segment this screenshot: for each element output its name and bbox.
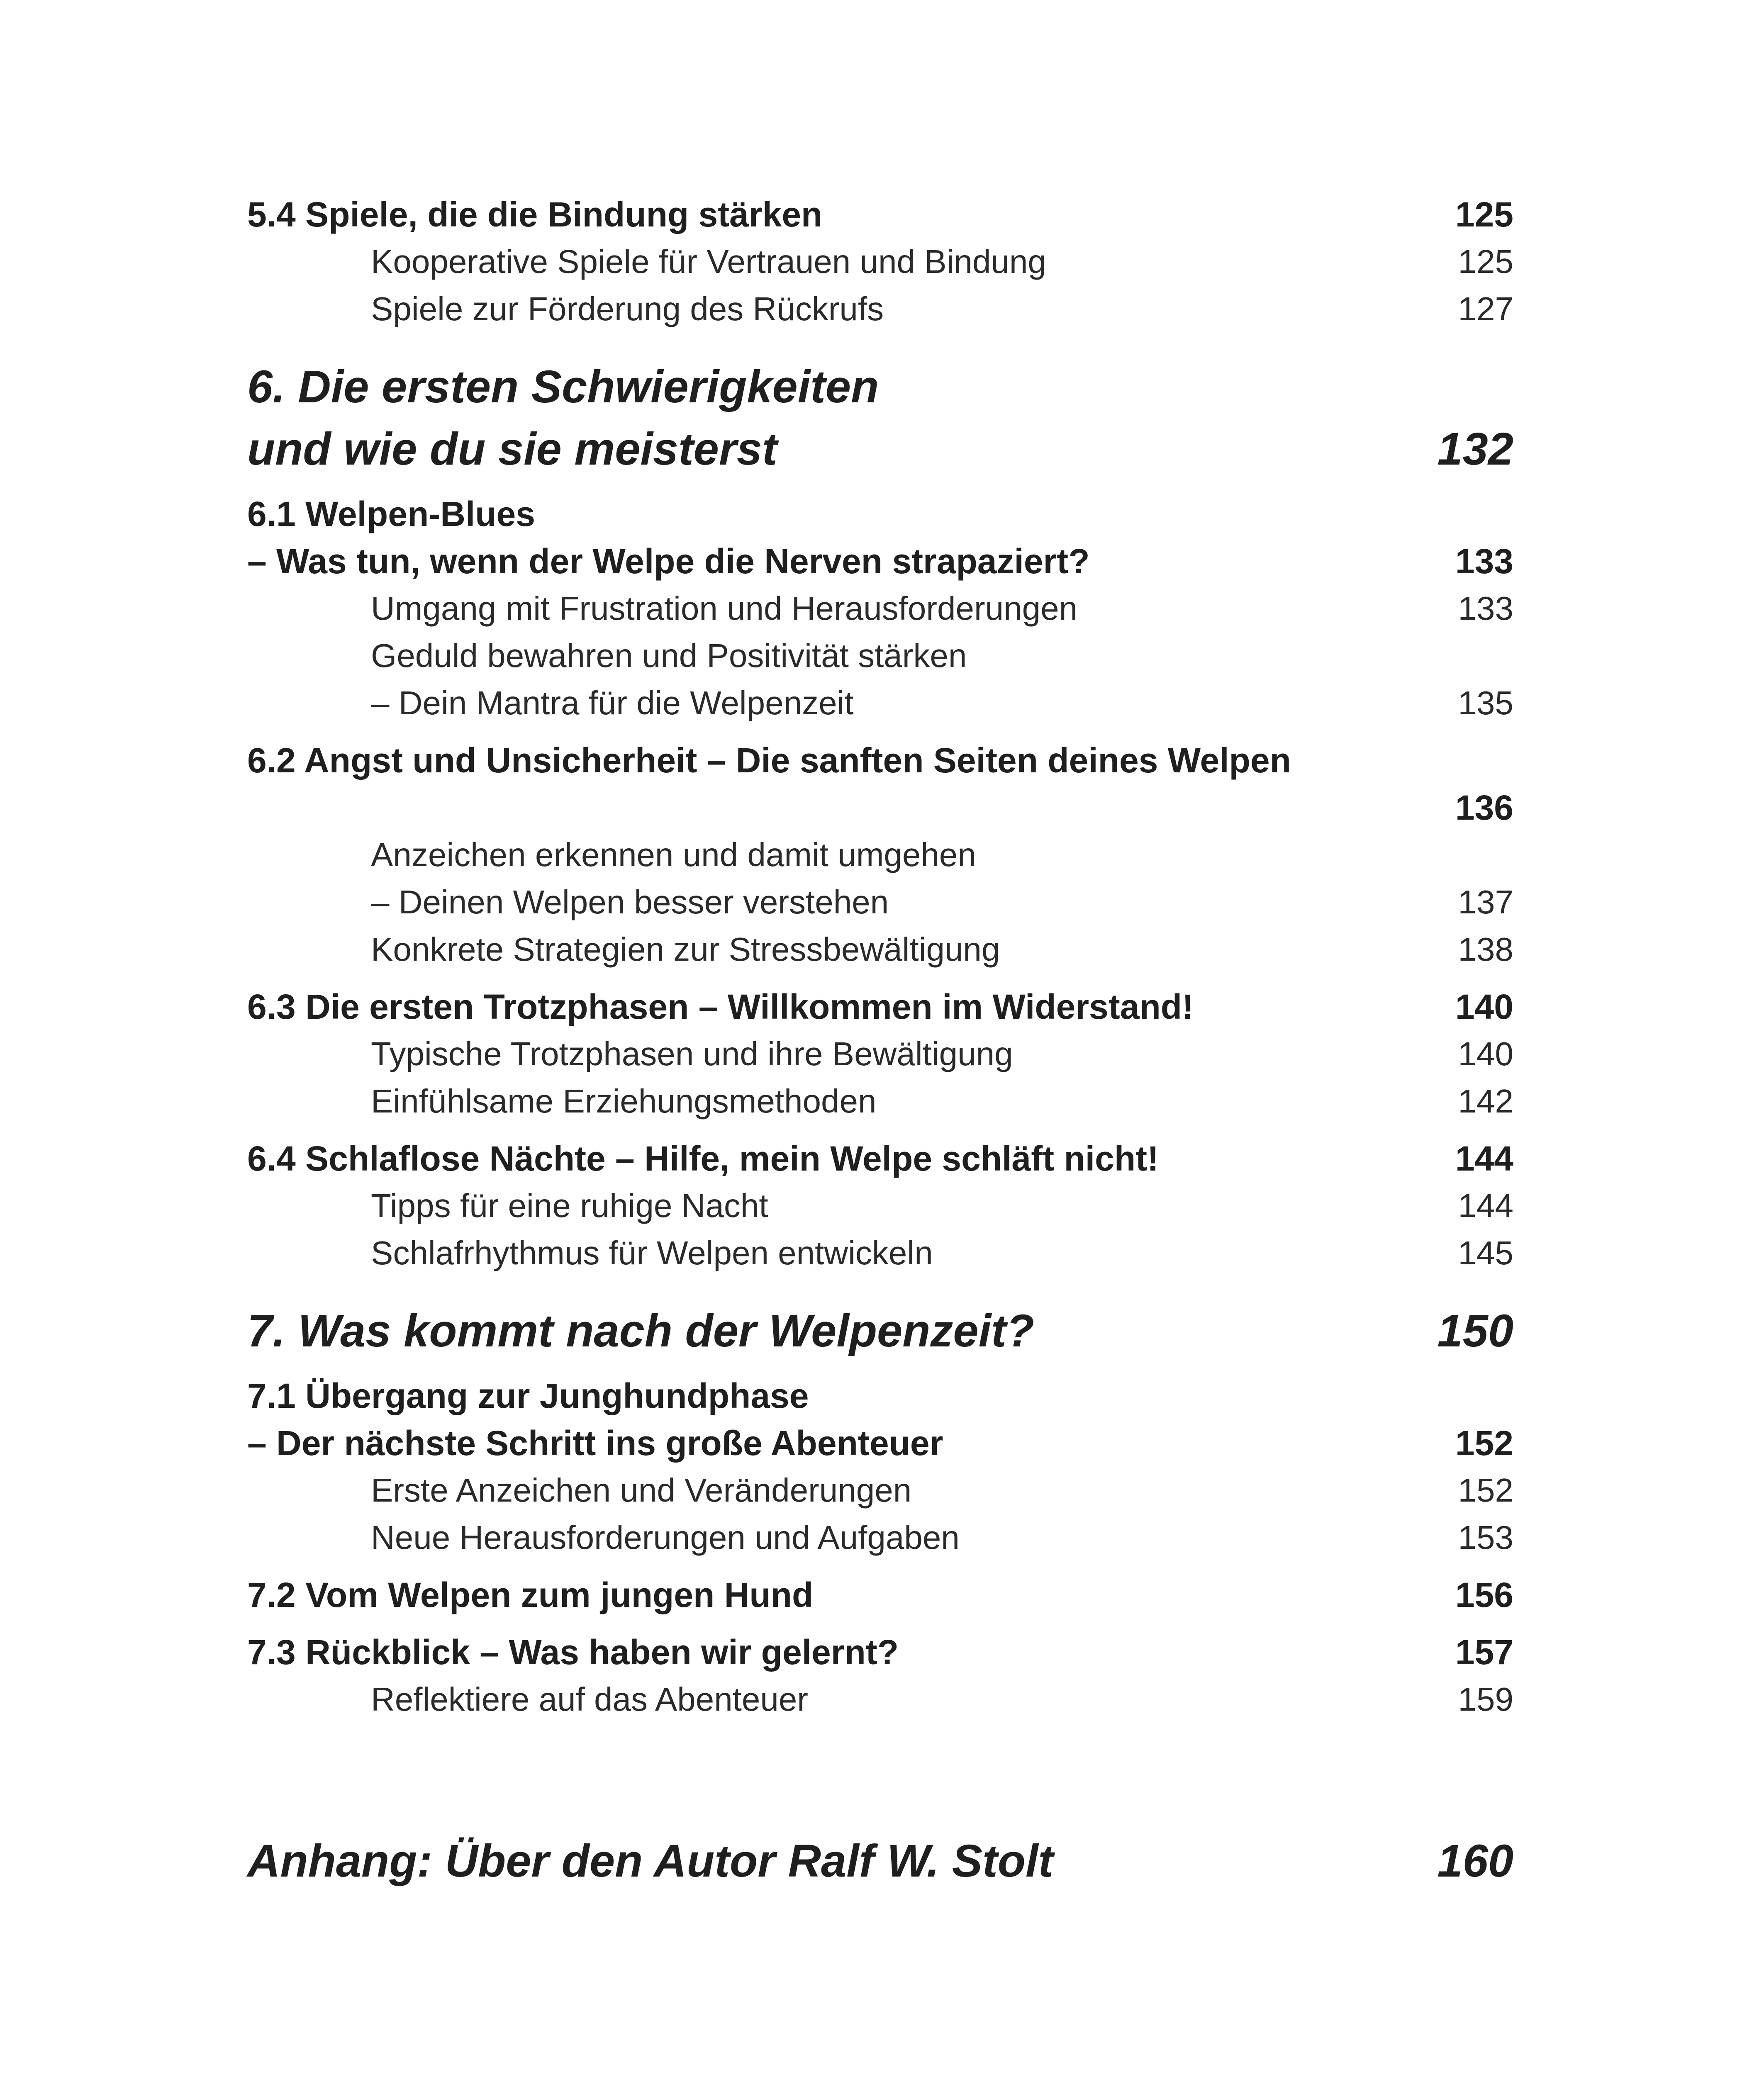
entry-title: 6.2 Angst und Unsicherheit – Die sanften Seiten deines Welpen bbox=[247, 741, 1291, 780]
toc-subentry[interactable] bbox=[247, 1467, 1513, 1514]
entry-page: 133 bbox=[1458, 590, 1513, 627]
toc-chapter-6[interactable] bbox=[247, 356, 1513, 480]
toc-entry-6-3[interactable] bbox=[247, 983, 1513, 1030]
entry-page: 137 bbox=[1458, 884, 1513, 920]
toc-subentry[interactable] bbox=[247, 285, 1513, 333]
toc-subentry[interactable] bbox=[247, 632, 1513, 727]
entry-title-line1: 6.1 Welpen-Blues bbox=[247, 494, 535, 533]
toc-entry-6-4[interactable] bbox=[247, 1135, 1513, 1182]
entry-page: 144 bbox=[1458, 1187, 1513, 1224]
toc-entry-7-2[interactable] bbox=[247, 1571, 1513, 1619]
entry-title: Spiele zur Förderung des Rückrufs bbox=[371, 290, 884, 327]
entry-title-line1: Anzeichen erkennen und damit umgehen bbox=[371, 836, 976, 873]
entry-title: Tipps für eine ruhige Nacht bbox=[371, 1187, 768, 1224]
entry-page: 136 bbox=[1455, 788, 1513, 827]
entry-title: Umgang mit Frustration und Herausforderungen bbox=[371, 590, 1078, 627]
entry-page: 144 bbox=[1455, 1139, 1513, 1178]
toc-chapter-7[interactable] bbox=[247, 1300, 1513, 1362]
entry-title: Erste Anzeichen und Veränderungen bbox=[371, 1472, 912, 1509]
entry-title-line2: – Dein Mantra für die Welpenzeit bbox=[371, 684, 854, 721]
appendix-title: Anhang: Über den Autor Ralf W. Stolt bbox=[247, 1835, 1054, 1887]
entry-page: 157 bbox=[1455, 1633, 1513, 1672]
entry-page: 127 bbox=[1458, 290, 1513, 327]
toc-subentry[interactable] bbox=[247, 585, 1513, 632]
chapter-page: 132 bbox=[1437, 424, 1513, 475]
toc-entry-7-1[interactable] bbox=[247, 1372, 1513, 1467]
toc-entry-6-1[interactable] bbox=[247, 490, 1513, 585]
entry-page: 152 bbox=[1458, 1472, 1513, 1509]
chapter-title-line1: 6. Die ersten Schwierigkeiten bbox=[247, 361, 879, 412]
entry-title: Reflektiere auf das Abenteuer bbox=[371, 1681, 809, 1718]
entry-title-line2: – Der nächste Schritt ins große Abenteuer bbox=[247, 1424, 943, 1463]
entry-title: Typische Trotzphasen und ihre Bewältigung bbox=[371, 1035, 1013, 1072]
chapter-title: 7. Was kommt nach der Welpenzeit? bbox=[247, 1305, 1034, 1356]
entry-page: 153 bbox=[1458, 1519, 1513, 1556]
entry-title-line1: Geduld bewahren und Positivität stärken bbox=[371, 637, 967, 674]
entry-page: 156 bbox=[1455, 1575, 1513, 1614]
chapter-page: 150 bbox=[1437, 1305, 1513, 1356]
entry-page: 133 bbox=[1455, 542, 1513, 581]
table-of-contents bbox=[247, 191, 1513, 1892]
toc-subentry[interactable] bbox=[247, 926, 1513, 973]
entry-title-line2: – Deinen Welpen besser verstehen bbox=[371, 884, 889, 920]
entry-title: 6.3 Die ersten Trotzphasen – Willkommen im Widerstand! bbox=[247, 987, 1194, 1026]
entry-title: 5.4 Spiele, die die Bindung stärken bbox=[247, 195, 823, 234]
toc-appendix[interactable] bbox=[247, 1830, 1513, 1892]
entry-page: 125 bbox=[1455, 195, 1513, 234]
entry-page: 140 bbox=[1458, 1035, 1513, 1072]
toc-subentry[interactable] bbox=[247, 1676, 1513, 1723]
toc-entry-7-3[interactable] bbox=[247, 1629, 1513, 1676]
entry-title: Schlafrhythmus für Welpen entwickeln bbox=[371, 1234, 933, 1271]
chapter-title-line2: und wie du sie meisterst bbox=[247, 424, 777, 475]
toc-entry-5-4[interactable] bbox=[247, 191, 1513, 238]
entry-title: Neue Herausforderungen und Aufgaben bbox=[371, 1519, 960, 1556]
entry-page: 145 bbox=[1458, 1234, 1513, 1271]
toc-subentry[interactable] bbox=[247, 831, 1513, 926]
toc-subentry[interactable] bbox=[247, 1078, 1513, 1125]
entry-page: 152 bbox=[1455, 1424, 1513, 1463]
appendix-page: 160 bbox=[1437, 1835, 1513, 1887]
entry-title: Einfühlsame Erziehungsmethoden bbox=[371, 1083, 877, 1120]
entry-title: Konkrete Strategien zur Stressbewältigung bbox=[371, 931, 1000, 968]
entry-page: 135 bbox=[1458, 684, 1513, 721]
toc-subentry[interactable] bbox=[247, 1030, 1513, 1078]
toc-subentry[interactable] bbox=[247, 1182, 1513, 1229]
entry-title-line1: 7.1 Übergang zur Junghundphase bbox=[247, 1376, 809, 1415]
entry-page: 138 bbox=[1458, 931, 1513, 968]
toc-subentry[interactable] bbox=[247, 1229, 1513, 1277]
toc-subentry[interactable] bbox=[247, 238, 1513, 285]
entry-title: 7.2 Vom Welpen zum jungen Hund bbox=[247, 1575, 814, 1614]
entry-page: 125 bbox=[1458, 243, 1513, 280]
toc-entry-6-2[interactable] bbox=[247, 737, 1513, 831]
entry-title: Kooperative Spiele für Vertrauen und Bindung bbox=[371, 243, 1046, 280]
toc-subentry[interactable] bbox=[247, 1514, 1513, 1561]
entry-page: 159 bbox=[1458, 1681, 1513, 1718]
entry-title: 6.4 Schlaflose Nächte – Hilfe, mein Welpe schläft nicht! bbox=[247, 1139, 1159, 1178]
entry-page: 140 bbox=[1455, 987, 1513, 1026]
entry-title-line2: – Was tun, wenn der Welpe die Nerven strapaziert? bbox=[247, 542, 1090, 581]
entry-page: 142 bbox=[1458, 1083, 1513, 1120]
entry-title: 7.3 Rückblick – Was haben wir gelernt? bbox=[247, 1633, 899, 1672]
